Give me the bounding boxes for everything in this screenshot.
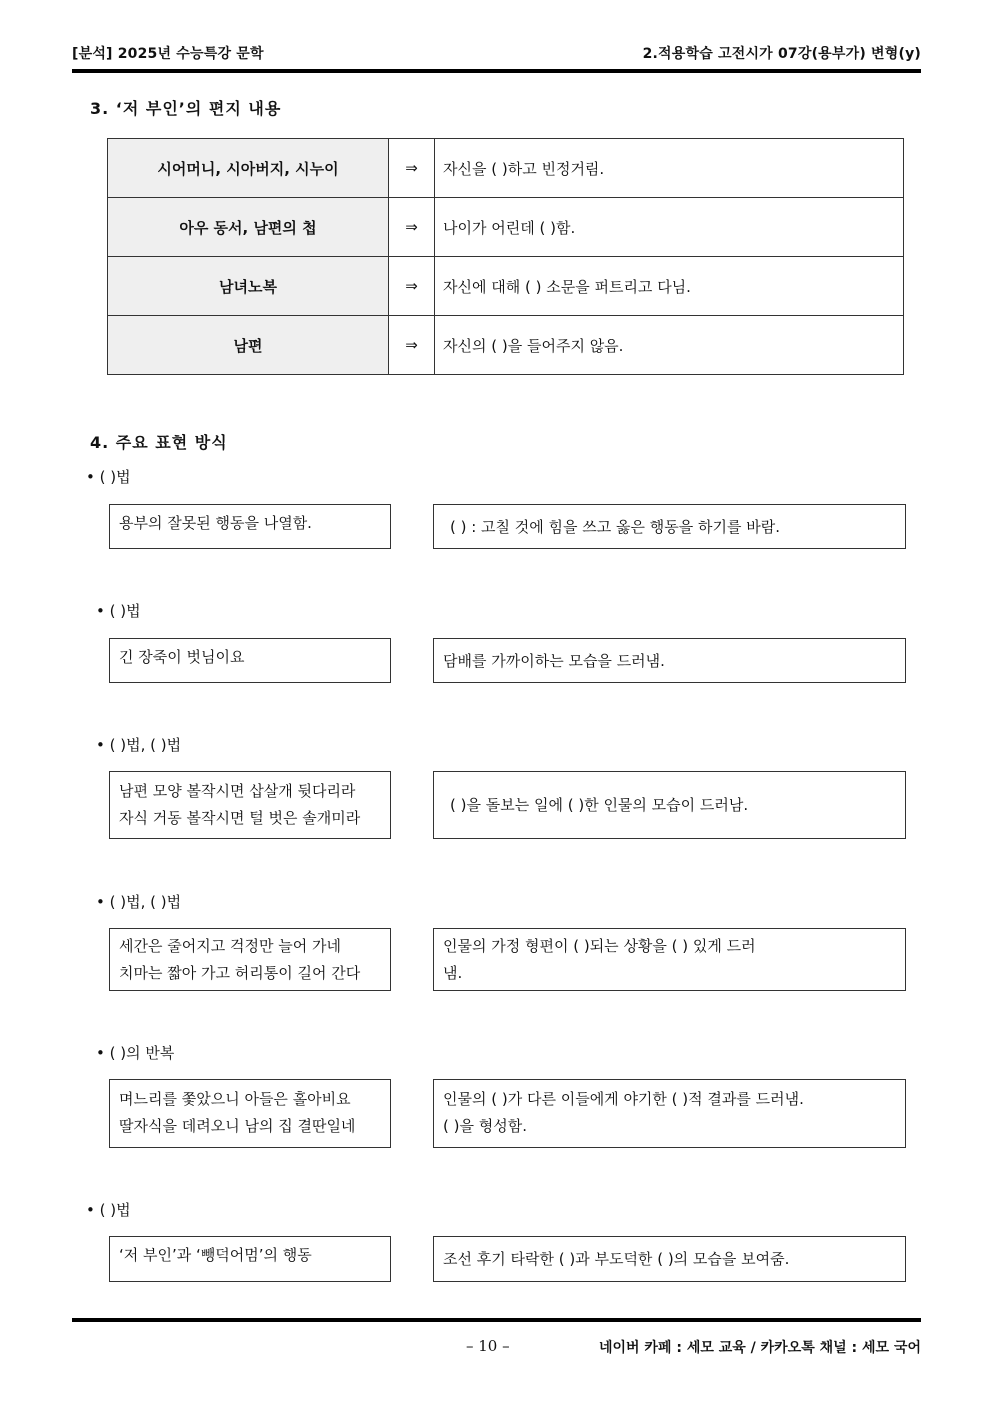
header-left: [분석] 2025년 수능특강 문학: [72, 46, 264, 62]
explanation-box: 담배를 가까이하는 모습을 드러냄.: [433, 638, 906, 683]
arrow-icon: ⇒: [389, 198, 435, 257]
explanation-box: ( )을 돌보는 일에 ( )한 인물의 모습이 드러남.: [433, 771, 906, 839]
technique-blank: • ( )법: [86, 1201, 131, 1219]
table-row: [108, 257, 904, 316]
row-person: 남녀노복: [108, 257, 389, 316]
row-content: 자신에 대해 ( ) 소문을 퍼트리고 다님.: [435, 257, 904, 316]
footer-rule: [72, 1318, 921, 1322]
explanation-box: 조선 후기 타락한 ( )과 부도덕한 ( )의 모습을 보여줌.: [433, 1236, 906, 1282]
row-person: 남편: [108, 316, 389, 375]
arrow-icon: ⇒: [389, 139, 435, 198]
row-person: 시어머니, 시아버지, 시누이: [108, 139, 389, 198]
header-rule: [72, 69, 921, 73]
example-box: 세간은 줄어지고 걱정만 늘어 가네 치마는 짧아 가고 허리통이 길어 간다: [109, 928, 391, 991]
row-content: 자신을 ( )하고 빈정거림.: [435, 139, 904, 198]
technique-blank: • ( )법: [96, 602, 141, 620]
arrow-icon: ⇒: [389, 316, 435, 375]
page-number: – 10 –: [466, 1337, 510, 1355]
example-box: 남편 모양 볼작시면 삽살개 뒷다리라 자식 거동 볼작시면 털 벗은 솔개미라: [109, 771, 391, 839]
explanation-box: 인물의 ( )가 다른 이들에게 야기한 ( )적 결과를 드러냄. ( )을 형성함.: [433, 1079, 906, 1148]
table-row: [108, 316, 904, 375]
section4-title: 4. 주요 표현 방식: [90, 433, 228, 452]
explanation-box: 인물의 가정 형편이 ( )되는 상황을 ( ) 있게 드러 냄.: [433, 928, 906, 991]
technique-blank: • ( )법: [86, 468, 131, 486]
footer-channel: 네이버 카페 : 세모 교육 / 카카오톡 채널 : 세모 국어: [598, 1340, 921, 1356]
technique-blank: • ( )법, ( )법: [96, 893, 182, 911]
row-content: 나이가 어린데 ( )함.: [435, 198, 904, 257]
section3-title: 3. ‘저 부인’의 편지 내용: [90, 99, 282, 118]
letter-table: [107, 138, 904, 375]
example-box: 며느리를 쫓았으니 아들은 홀아비요 딸자식을 데려오니 남의 집 결딴일네: [109, 1079, 391, 1148]
row-content: 자신의 ( )을 들어주지 않음.: [435, 316, 904, 375]
table-row: [108, 198, 904, 257]
table-row: [108, 139, 904, 198]
technique-blank: • ( )의 반복: [96, 1044, 175, 1062]
example-box: 용부의 잘못된 행동을 나열함.: [109, 504, 391, 549]
header-right: 2.적용학습 고전시가 07강(용부가) 변형(y): [642, 46, 921, 62]
arrow-icon: ⇒: [389, 257, 435, 316]
row-person: 아우 동서, 남편의 첩: [108, 198, 389, 257]
example-box: ‘저 부인’과 ‘뺑덕어멈’의 행동: [109, 1236, 391, 1282]
technique-blank: • ( )법, ( )법: [96, 736, 182, 754]
example-box: 긴 장죽이 벗님이요: [109, 638, 391, 683]
explanation-box: ( ) : 고칠 것에 힘을 쓰고 옳은 행동을 하기를 바람.: [433, 504, 906, 549]
